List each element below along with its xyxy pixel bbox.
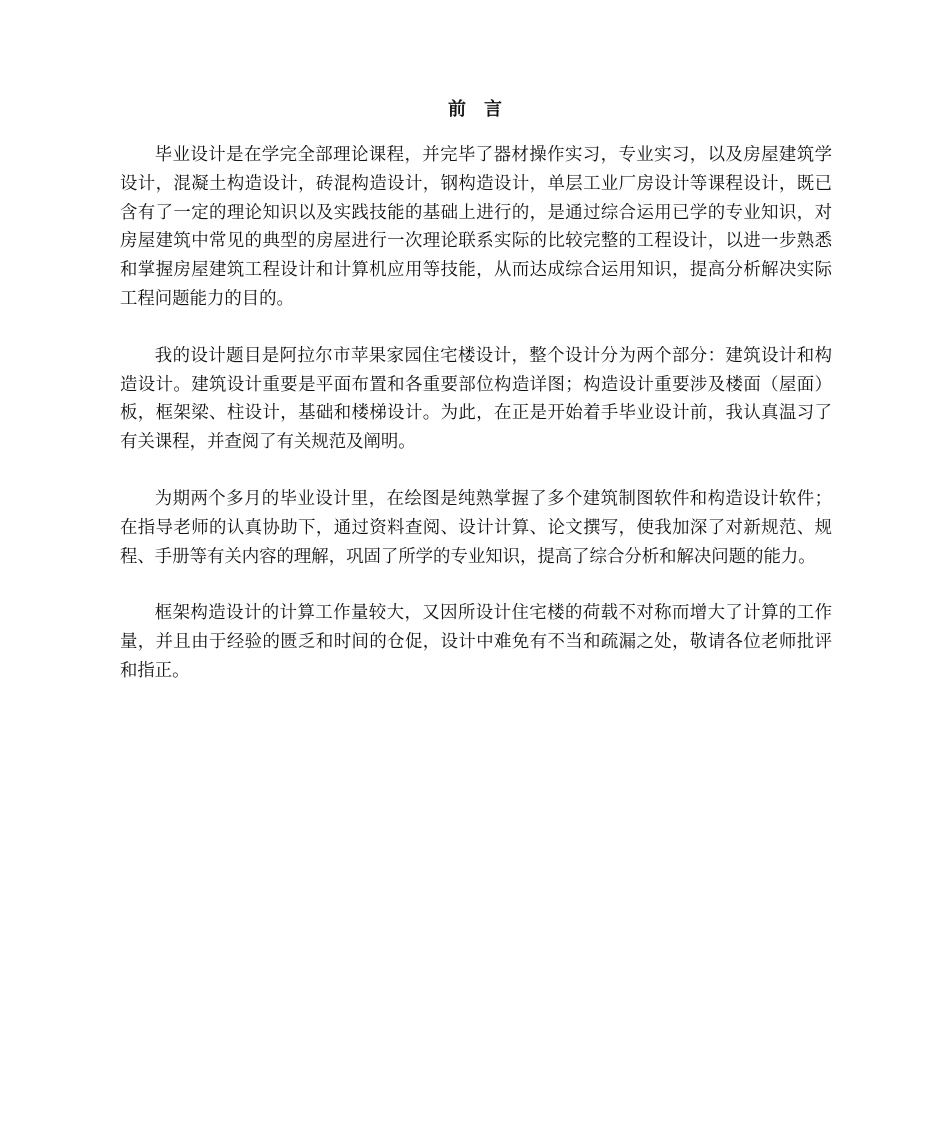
paragraph-2: 我的设计题目是阿拉尔市苹果家园住宅楼设计，整个设计分为两个部分：建筑设计和构造设计。建筑设计重要是平面布置和各重要部位构造详图；构造设计重要涉及楼面（屋面）板，框架梁、柱设计，基础和楼梯设计。为此，在正是开始着手毕业设计前，我认真温习了有关课程，并查阅了有关规范及阐明。	[120, 345, 832, 453]
page-title: 前言	[448, 99, 520, 120]
paragraph-4: 框架构造设计的计算工作量较大，又因所设计住宅楼的荷载不对称而增大了计算的工作量，并且由于经验的匮乏和时间的仓促，设计中难免有不当和疏漏之处，敬请各位老师批评和指正。	[120, 603, 832, 681]
paragraph-1: 毕业设计是在学完全部理论课程，并完毕了器材操作实习，专业实习，以及房屋建筑学设计，混凝土构造设计，砖混构造设计，钢构造设计，单层工业厂房设计等课程设计，既已含有了一定的理论知识以及实践技能的基础上进行的，是通过综合运用已学的专业知识，对房屋建筑中常见的典型的房屋进行一次理论联系实际的比较完整的工程设计，以进一步熟悉和掌握房屋建筑工程设计和计算机应用等技能，从而达成综合运用知识，提高分析解决实际工程问题能力的目的。	[120, 145, 832, 309]
body-text	[120, 141, 832, 714]
paragraph-3: 为期两个多月的毕业设计里，在绘图是纯熟掌握了多个建筑制图软件和构造设计软件；在指导老师的认真协助下，通过资料查阅、设计计算、论文撰写，使我加深了对新规范、规程、手册等有关内容的理解，巩固了所学的专业知识，提高了综合分析和解决问题的能力。	[120, 488, 832, 567]
